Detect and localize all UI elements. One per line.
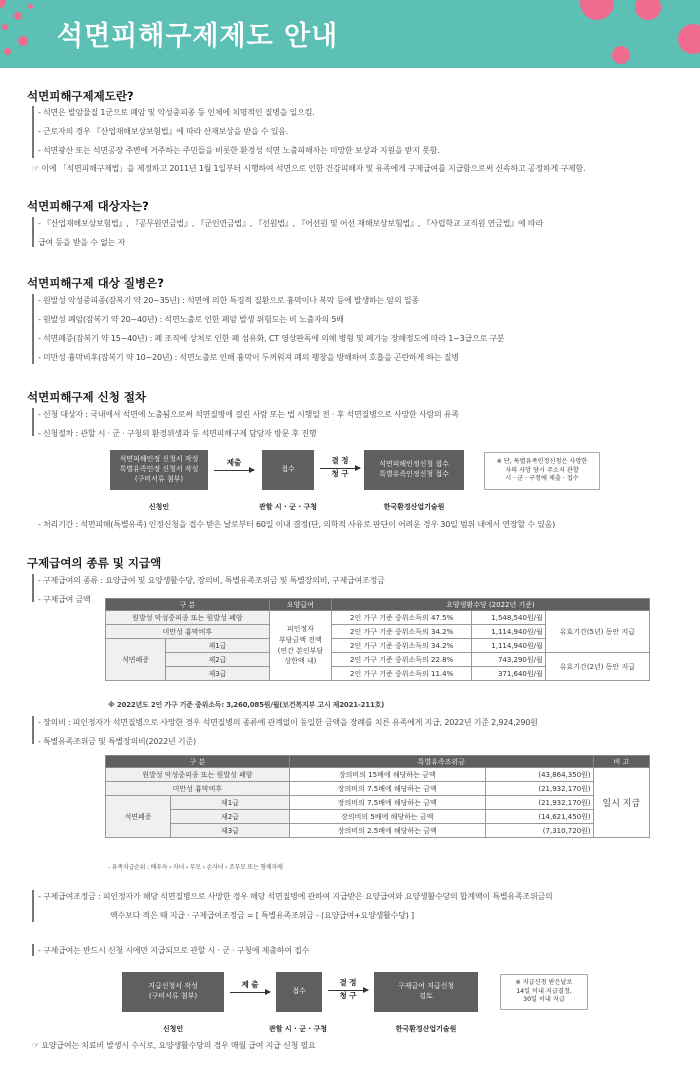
- section-title: 석면피해구제 신청 절차: [27, 390, 147, 404]
- flow-label: 신청인: [148, 503, 170, 511]
- table-cell: 371,640원/월: [472, 667, 545, 681]
- text-line: 액수보다 적은 때 지급 · 구제급여조정금 = [ 특별유족조위금 - (요양급여+요양생활수당) ]: [110, 911, 414, 920]
- table-cell: 제1급: [171, 796, 290, 810]
- table-cell: 제3급: [166, 667, 270, 681]
- flow-label: 관할 시 · 군 · 구청: [258, 503, 318, 511]
- table-cell: 미만성 흉막비후: [106, 782, 290, 796]
- flow-step-apply: 석면피해인정 신청서 작성 특별유족인정 신청서 작성 (구비서류 첨부): [110, 450, 208, 490]
- text-line: - 미만성 흉막비후(잠복기 약 10~20년) : 석면노출로 인해 흉막이 두꺼워져 폐의 팽창을 방해하여 호흡을 곤란하게 하는 질병: [38, 353, 459, 362]
- flow-arrow-decide: 결 정 청 구: [326, 978, 370, 1001]
- text-line: - 구제급여 금액: [38, 595, 91, 604]
- text-line: - 원발성 폐암(잠복기 약 20~40년) : 석면노출로 인한 폐암 발생 위험도는 비 노출자의 5배: [38, 315, 344, 324]
- table-cell: 1,114,940원/월: [472, 625, 545, 639]
- divider: [32, 574, 34, 602]
- decor-dot: [2, 24, 8, 30]
- divider: [32, 716, 34, 744]
- table-header: 요양급여: [269, 599, 331, 611]
- table-cell: (43,864,350원): [485, 768, 593, 782]
- table-cell: 장의비의 2.5배에 해당하는 금액: [289, 824, 485, 838]
- table-header: 구 분: [106, 599, 270, 611]
- flow-arrow-submit: 제 출: [228, 980, 272, 993]
- decor-dot: [18, 36, 28, 46]
- table-cell: 유효기간(2년) 동안 지급: [545, 653, 649, 681]
- text-line: - 원발성 악성중피종(잠복기 약 20~35년) : 석면에 의한 특징적 질환으로 흉막이나 복막 등에 발생하는 암의 일종: [38, 296, 419, 305]
- text-line: - 장의비 : 피인정자가 석면질병으로 사망한 경우 석면질병의 종류에 관계없이 동일한 금액을 장례를 치른 유족에게 지급, 2022년 기준 2,924,290원: [38, 718, 538, 727]
- flow-step-receive: 접수: [276, 972, 322, 1012]
- table-cell: 장의비의 15배에 해당하는 금액: [289, 768, 485, 782]
- decor-dot: [14, 12, 22, 20]
- table-cell: 제2급: [171, 810, 290, 824]
- flow-note: ※ 단, 특별유족인정신청은 사망한 자의 사망 당시 주소지 관할 시 · 군 · 구청에 제출 · 접수: [484, 452, 600, 490]
- table-cell: 1,548,540원/월: [472, 611, 545, 625]
- table-cell: 2인 가구 기준 중위소득의 11.4%: [331, 667, 472, 681]
- flow-step-apply: 지급신청서 작성 (구비서류 첨부): [122, 972, 224, 1012]
- flow-arrow-submit: 제출: [212, 458, 256, 471]
- flow-label: 한국환경산업기술원: [383, 503, 445, 511]
- table-cell: 2인 가구 기준 중위소득의 47.5%: [331, 611, 472, 625]
- benefit-table: [105, 598, 650, 681]
- table-cell: 피인정자 부담금액 전액 (연간 본인부담 상한액 내): [269, 611, 331, 681]
- text-line: - 신청 대상자 : 국내에서 석면에 노출됨으로써 석면질병에 걸린 사람 또는 법 시행일 전 · 후 석면질병으로 사망한 사람의 유족: [38, 410, 459, 419]
- table-cell: (14,621,450원): [485, 810, 593, 824]
- section-title: 석면피해구제 대상자는?: [27, 199, 149, 213]
- text-line: - 석면폐증(잠복기 약 15~40년) : 폐 조직에 상처로 인한 폐 섬유화, CT 영상판독에 의해 병형 및 폐기능 장해정도에 따라 1~3급으로 구분: [38, 334, 505, 343]
- table-cell: 일시 지급: [593, 768, 649, 838]
- table-cell: 장의비의 7.5배에 해당하는 금액: [289, 796, 485, 810]
- text-line: - 신청절차 : 관할 시 · 군 · 구청의 환경위생과 등 석면피해구제 담당자 방문 후 진행: [38, 429, 317, 438]
- text-line: 급여 등을 받을 수 없는 자: [38, 238, 125, 247]
- table-cell: 제3급: [171, 824, 290, 838]
- decor-dot: [580, 0, 614, 20]
- table-cell: 2인 가구 기준 중위소득의 34.2%: [331, 639, 472, 653]
- text-line: ☞ 이에 「석면피해구제법」을 제정하고 2011년 1월 1일부터 시행하여 석면으로 인한 건강피해자 및 유족에게 구제급여를 지급함으로써 신속하고 공정하게 구제함.: [32, 164, 586, 173]
- flow-step-review: 구제급여 지급신청 검토: [374, 972, 478, 1012]
- decor-dot: [612, 46, 630, 64]
- table-cell: 제1급: [166, 639, 270, 653]
- flow-step-review: 석면피해인정신청 접수 특별유족인정신청 접수: [364, 450, 464, 490]
- divider: [32, 294, 34, 364]
- section-title: 석면피해구제제도란?: [27, 89, 134, 103]
- flow-label: 관할 시 · 군 · 구청: [268, 1025, 328, 1033]
- page-header: [0, 0, 700, 68]
- divider: [32, 408, 34, 436]
- text-line: - 특별유족조위금 및 특별장의비(2022년 기준): [38, 737, 196, 746]
- decor-dot: [4, 48, 11, 55]
- text-line: - 구제급여는 반드시 신청 시에만 지급되므로 관할 시 · 군 · 구청에 제출하여 접수: [38, 946, 310, 955]
- table-header: 요양생활수당 (2022년 기준): [331, 599, 649, 611]
- text-line: - 석면은 발암물질 1군으로 폐암 및 악성중피종 등 인체에 치명적인 질병을 일으킴.: [38, 108, 315, 117]
- table-cell: 원발성 악성중피종 또는 원발성 폐암: [106, 611, 270, 625]
- divider: [32, 106, 34, 158]
- survivor-table: [105, 755, 650, 838]
- table-cell: 1,114,940원/월: [472, 639, 545, 653]
- page-title: 석면피해구제제도 안내: [57, 21, 339, 52]
- divider: [32, 944, 34, 956]
- flow-note: ※ 지급신청 받은날로 14일 이내 지급결정, 30일 이내 지급: [500, 974, 588, 1010]
- decor-dot: [28, 4, 33, 9]
- text-line: - 구제급여조정금 : 피인정자가 해당 석면질병으로 사망한 경우 해당 석면질병에 관하여 지급받은 요양급여와 요양생활수당의 합계액이 특별유족조위금의: [38, 892, 553, 901]
- table-note: - 유족지급순위 : 배우자 › 자녀 › 부모 › 손자녀 › 조부모 또는 형제자매: [108, 864, 283, 871]
- table-cell: (7,310,720원): [485, 824, 593, 838]
- table-cell: 석면폐증: [106, 639, 166, 681]
- table-note: ※ 2022년도 2인 가구 기준 중위소득: 3,260,085원/월(보건복지부 고시 제2021-211호): [108, 701, 385, 709]
- text-line: ☞ 요양급여는 치료비 발생시 수시로, 요양생활수당의 경우 매월 급여 지급 신청 필요: [32, 1041, 316, 1050]
- text-line: - 석면광산 또는 석면공장 주변에 거주하는 주민들을 비롯한 환경성 석면 노출피해자는 미망한 보상과 지원을 받지 못함.: [38, 146, 440, 155]
- section-title: 석면피해구제 대상 질병은?: [27, 276, 164, 290]
- divider: [32, 890, 34, 922]
- flow-arrow-decide: 결 정 청 구: [318, 456, 362, 479]
- flow-step-receive: 접수: [262, 450, 314, 490]
- flow-label: 한국환경산업기술원: [395, 1025, 457, 1033]
- decor-dot: [0, 0, 6, 8]
- text-line: - 구제급여의 종류 : 요양급여 및 요양생활수당, 장의비, 특별유족조위금 및 특별장의비, 구제급여조정금: [38, 576, 385, 585]
- table-cell: 장의비의 7.5배에 해당하는 금액: [289, 782, 485, 796]
- table-cell: 원발성 악성중피종 또는 원발성 폐암: [106, 768, 290, 782]
- decor-dot: [678, 24, 700, 54]
- table-cell: 장의비의 5배에 해당하는 금액: [289, 810, 485, 824]
- table-cell: (21,932,170원): [485, 782, 593, 796]
- table-header: 비 고: [593, 756, 649, 768]
- table-header: 구 분: [106, 756, 290, 768]
- table-cell: 유효기간(5년) 동안 지급: [545, 611, 649, 653]
- table-cell: 제2급: [166, 653, 270, 667]
- text-line: - 『산업재해보상보험법』, 『공무원연금법』, 『군인연금법』, 『선원법』, 『어선원 및 어선 재해보상보험법』, 『사립학교 교직원 연금법』에 따라: [38, 219, 543, 228]
- table-cell: 2인 가구 기준 중위소득의 22.8%: [331, 653, 472, 667]
- table-header: 특별유족조위금: [289, 756, 593, 768]
- text-line: - 근로자의 경우 『산업재해보상보험법』에 따라 산재보상을 받을 수 있음.: [38, 127, 289, 136]
- divider: [32, 217, 34, 247]
- decor-dot: [635, 0, 661, 20]
- table-cell: 미만성 흉막비후: [106, 625, 270, 639]
- table-cell: (21,932,170원): [485, 796, 593, 810]
- text-line: - 처리기간 : 석면피해(특별유족) 인정신청을 접수 받은 날로부터 60일 이내 결정(단, 의학적 사유로 판단이 어려운 경우 30일 범위 내에서 연장할 수 있음): [38, 520, 556, 529]
- section-title: 구제급여의 종류 및 지급액: [27, 556, 162, 570]
- table-cell: 743,290원/월: [472, 653, 545, 667]
- table-cell: 석면폐증: [106, 796, 171, 838]
- table-cell: 2인 가구 기준 중위소득의 34.2%: [331, 625, 472, 639]
- flow-label: 신청인: [162, 1025, 184, 1033]
